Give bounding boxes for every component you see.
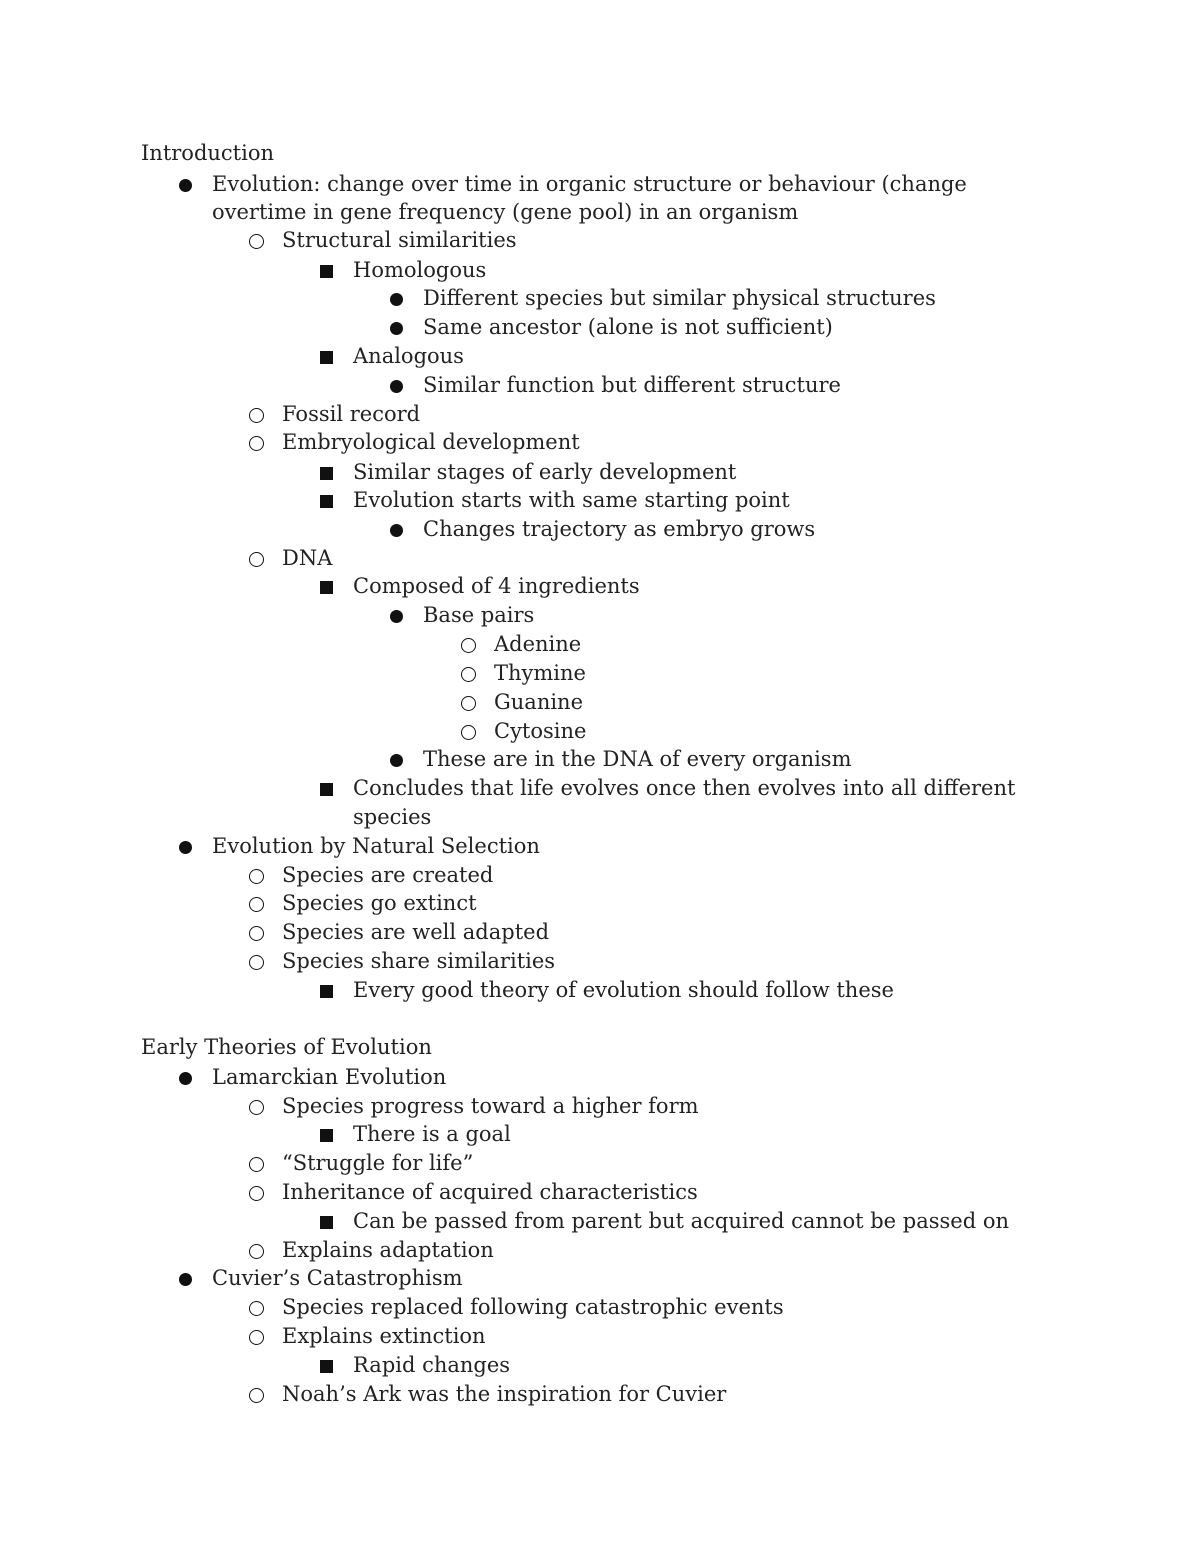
list-item: Species replaced following catastrophic events	[141, 1293, 1141, 1321]
list-item: DNA	[141, 544, 1141, 572]
filled-bullet-icon	[390, 293, 403, 306]
hollow-bullet-icon	[461, 638, 476, 653]
square-bullet-icon	[320, 581, 333, 594]
hollow-bullet-icon	[249, 1100, 264, 1115]
list-item: Explains adaptation	[141, 1236, 1141, 1264]
list-item: Species share similarities	[141, 947, 1141, 975]
list-item: There is a goal	[141, 1120, 1141, 1148]
list-item: Guanine	[141, 688, 1141, 716]
list-item: Noah’s Ark was the inspiration for Cuvier	[141, 1380, 1141, 1408]
list-item: Similar stages of early development	[141, 458, 1141, 486]
square-bullet-icon	[320, 985, 333, 998]
list-item: Every good theory of evolution should follow these	[141, 976, 1141, 1004]
section-heading-early-theories: Early Theories of Evolution	[141, 1035, 432, 1059]
hollow-bullet-icon	[249, 869, 264, 884]
hollow-bullet-icon	[249, 1330, 264, 1345]
hollow-bullet-icon	[249, 436, 264, 451]
filled-bullet-icon	[179, 179, 192, 192]
list-item: Species are created	[141, 861, 1141, 889]
filled-bullet-icon	[179, 1273, 192, 1286]
list-item: Evolution: change over time in organic structure or behaviour (change	[141, 170, 1141, 198]
filled-bullet-icon	[390, 610, 403, 623]
list-item: Same ancestor (alone is not sufficient)	[141, 313, 1141, 341]
square-bullet-icon	[320, 1216, 333, 1229]
list-item-continuation: species	[353, 805, 432, 829]
list-item: Composed of 4 ingredients	[141, 572, 1141, 600]
hollow-bullet-icon	[249, 234, 264, 249]
square-bullet-icon	[320, 265, 333, 278]
hollow-bullet-icon	[249, 926, 264, 941]
square-bullet-icon	[320, 783, 333, 796]
list-item: Structural similarities	[141, 226, 1141, 254]
list-item: Fossil record	[141, 400, 1141, 428]
square-bullet-icon	[320, 351, 333, 364]
hollow-bullet-icon	[249, 1244, 264, 1259]
hollow-bullet-icon	[461, 725, 476, 740]
list-item: Similar function but different structure	[141, 371, 1141, 399]
square-bullet-icon	[320, 1360, 333, 1373]
hollow-bullet-icon	[249, 1157, 264, 1172]
list-item: These are in the DNA of every organism	[141, 745, 1141, 773]
list-item: Species progress toward a higher form	[141, 1092, 1141, 1120]
list-item: Rapid changes	[141, 1351, 1141, 1379]
list-item: Base pairs	[141, 601, 1141, 629]
list-item: Concludes that life evolves once then evolves into all different	[141, 774, 1141, 802]
list-item: Can be passed from parent but acquired cannot be passed on	[141, 1207, 1141, 1235]
square-bullet-icon	[320, 495, 333, 508]
hollow-bullet-icon	[249, 955, 264, 970]
list-item: Cytosine	[141, 717, 1141, 745]
list-item: Thymine	[141, 659, 1141, 687]
list-item: Species go extinct	[141, 889, 1141, 917]
list-item: Adenine	[141, 630, 1141, 658]
hollow-bullet-icon	[249, 1186, 264, 1201]
list-item: Analogous	[141, 342, 1141, 370]
hollow-bullet-icon	[249, 1301, 264, 1316]
square-bullet-icon	[320, 1129, 333, 1142]
list-item: Lamarckian Evolution	[141, 1063, 1141, 1091]
hollow-bullet-icon	[461, 667, 476, 682]
square-bullet-icon	[320, 467, 333, 480]
list-item: Evolution starts with same starting point	[141, 486, 1141, 514]
list-item: Evolution by Natural Selection	[141, 832, 1141, 860]
list-item: Different species but similar physical structures	[141, 284, 1141, 312]
list-item: Cuvier’s Catastrophism	[141, 1264, 1141, 1292]
list-item: Embryological development	[141, 428, 1141, 456]
filled-bullet-icon	[390, 322, 403, 335]
hollow-bullet-icon	[249, 897, 264, 912]
list-item: Homologous	[141, 256, 1141, 284]
list-item: Changes trajectory as embryo grows	[141, 515, 1141, 543]
hollow-bullet-icon	[249, 408, 264, 423]
filled-bullet-icon	[390, 754, 403, 767]
filled-bullet-icon	[390, 380, 403, 393]
filled-bullet-icon	[179, 1072, 192, 1085]
filled-bullet-icon	[390, 524, 403, 537]
list-item: Species are well adapted	[141, 918, 1141, 946]
hollow-bullet-icon	[249, 552, 264, 567]
list-item: Inheritance of acquired characteristics	[141, 1178, 1141, 1206]
section-heading-introduction: Introduction	[141, 141, 274, 165]
list-item: Explains extinction	[141, 1322, 1141, 1350]
filled-bullet-icon	[179, 841, 192, 854]
list-item: “Struggle for life”	[141, 1149, 1141, 1177]
hollow-bullet-icon	[461, 696, 476, 711]
list-item-continuation: overtime in gene frequency (gene pool) in an organism	[212, 200, 799, 224]
hollow-bullet-icon	[249, 1388, 264, 1403]
